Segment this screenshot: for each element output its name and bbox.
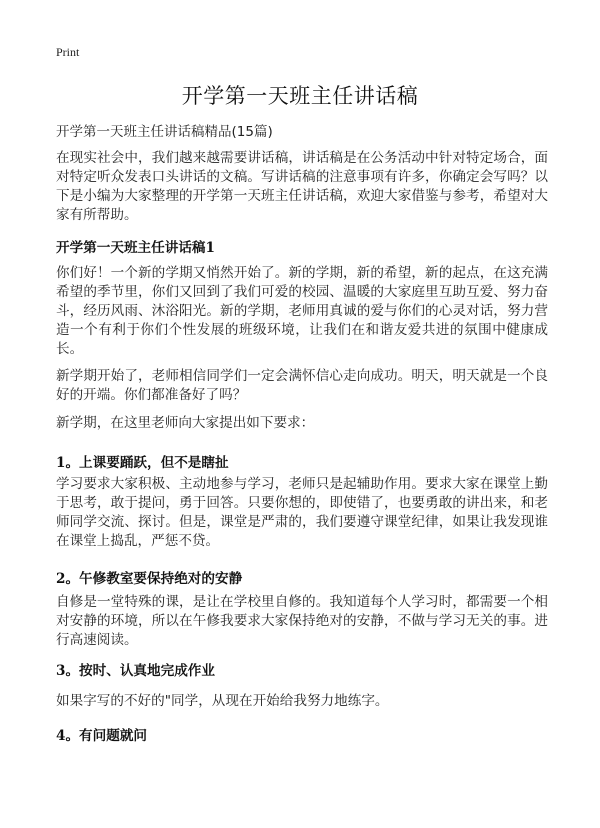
requirement-heading: 2。午修教室要保持绝对的安静	[56, 571, 243, 587]
requirement-heading: 3。按时、认真地完成作业	[56, 663, 215, 679]
document-subtitle: 开学第一天班主任讲话稿精品(15篇)	[56, 124, 273, 140]
requirement-body: 自修是一堂特殊的课，是让在学校里自修的。我知道每个人学习时，都需要一个相对安静的环境，所以在午修我要求大家保持绝对的安静，不做与学习无关的事。进行高速阅读。	[56, 594, 548, 648]
intro-paragraph: 在现实社会中，我们越来越需要讲话稿，讲话稿是在公务活动中针对特定场合，面对特定听众发表口头讲话的文稿。写讲话稿的注意事项有许多，你确定会写吗？以下是小编为大家整理的开学第一天班主任讲话稿，欢迎大家借鉴与参考，希望对大家有所帮助。	[56, 150, 548, 223]
body-paragraph: 新学期开始了，老师相信同学们一定会满怀信心走向成功。明天，明天就是一个良好的开端。你们都准备好了吗？	[56, 368, 548, 403]
body-paragraph: 你们好！一个新的学期又悄然开始了。新的学期，新的希望，新的起点，在这充满希望的季节里，你们又回到了我们可爱的校园、温暖的大家庭里互助互爱、努力奋斗，经历风雨、沐浴阳光。新的学期，老师用真诚的爱与你们的心灵对话，努力营造一个有利于你们个性发展的班级环境，让我们在和谐友爱共进的氛围中健康成长。	[56, 265, 548, 357]
requirement-heading: 4。有问题就问	[56, 728, 148, 744]
body-paragraph: 新学期，在这里老师向大家提出如下要求：	[56, 415, 315, 431]
print-link[interactable]: Print	[56, 45, 80, 59]
requirement-body: 学习要求大家积极、主动地参与学习，老师只是起辅助作用。要求大家在课堂上勤于思考，敢于提问，勇于回答。只要你想的，即使错了，也要勇敢的讲出来，和老师同学交流、探讨。但是，课堂是严肃的，我们要遵守课堂纪律，如果让我发现谁在课堂上捣乱，严惩不贷。	[56, 476, 548, 549]
requirement-body: 如果字写的不好的"同学，从现在开始给我努力地练字。	[56, 693, 389, 709]
document-title: 开学第一天班主任讲话稿	[181, 84, 419, 108]
section-title: 开学第一天班主任讲话稿1	[56, 240, 215, 256]
requirement-heading: 1。上课要踊跃，但不是瞎扯	[56, 455, 229, 471]
